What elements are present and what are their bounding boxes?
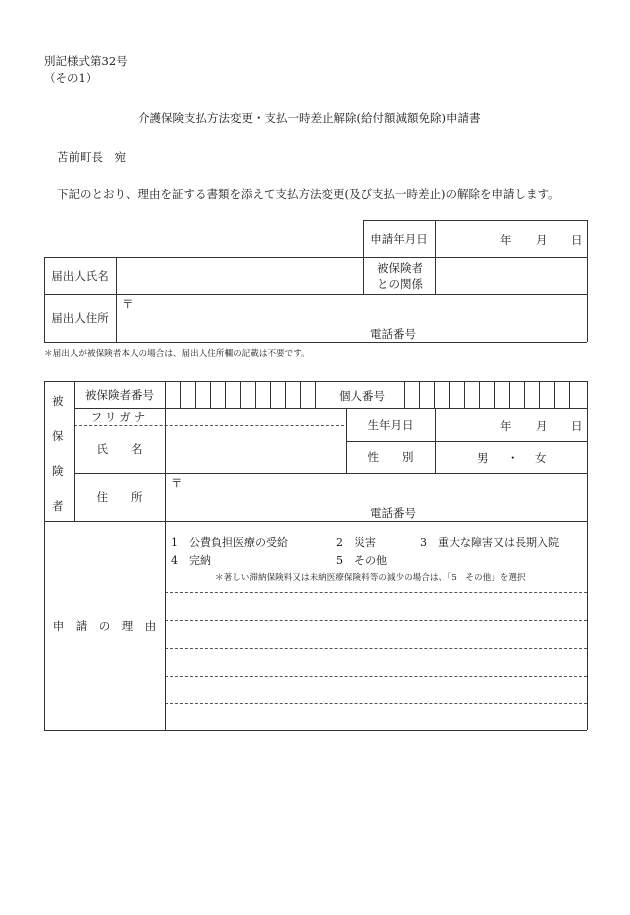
application-month-label: 月 [536,233,548,247]
reason-detail-field[interactable] [166,585,586,729]
birth-day-label: 日 [571,419,583,433]
applicant-phone-label: 電話番号 [370,327,416,341]
insured-address-label: 住 所 [96,490,143,504]
insured-number-label: 被保険者番号 [85,387,154,402]
sex-label: 性 別 [367,450,414,464]
addressee: 苫前町長 宛 [57,150,126,164]
personal-number-label-divider [404,381,405,408]
birth-date-label: 生年月日 [367,417,414,432]
applicant-name-field[interactable] [117,258,362,293]
application-year-label: 年 [500,233,512,247]
applicant-name-label: 届出人氏名 [51,268,109,283]
furigana-label: フリガナ [90,409,149,424]
relation-label-line2: との関係 [377,277,423,291]
personal-number-label: 個人番号 [339,389,385,403]
reason-option-3[interactable]: 3 重大な障害又は長期入院 [420,536,559,549]
page-title: 介護保険支払方法変更・支払一時差止解除(給付額減額免除)申請書 [138,111,481,125]
relation-field[interactable] [436,258,586,293]
insured-name-label: 氏 名 [96,442,143,456]
form-sub: （その1） [44,71,98,85]
birth-year-label: 年 [500,419,512,433]
application-date-label: 申請年月日 [370,231,428,246]
sex-female-option[interactable]: 女 [535,451,547,465]
applicant-note: ＊届出人が被保険者本人の場合は、届出人住所欄の記載は不要です。 [44,349,310,359]
reason-label: 申 請 の 理 由 [52,618,157,633]
insured-postal-mark: 〒 [171,476,183,490]
reason-note: ＊著しい滞納保険料又は未納医療保険料等の減少の場合は、「5 その他」を選択 [215,573,526,583]
insured-side-label-3: 険 [52,464,64,478]
insured-name-field[interactable] [166,426,345,472]
applicant-postal-mark: 〒 [122,297,134,311]
applicant-address-field[interactable] [117,295,586,341]
insured-phone-label: 電話番号 [370,506,416,520]
furigana-field[interactable] [166,409,345,424]
intro-text: 下記のとおり、理由を証する書類を添えて支払方法変更(及び支払一時差止)の解除を申請します。 [57,187,560,201]
sex-separator: ・ [507,451,519,465]
insured-side-label-1: 被 [52,394,64,408]
form-id: 別記様式第32号 [44,54,128,68]
relation-label-line1: 被保険者 [377,261,423,275]
birth-month-label: 月 [536,419,548,433]
reason-option-5[interactable]: 5 その他 [336,554,387,567]
reason-option-1[interactable]: 1 公費負担医療の受給 [171,536,288,549]
applicant-address-label: 届出人住所 [51,311,109,325]
insured-side-label-4: 者 [52,499,64,513]
reason-option-4[interactable]: 4 完納 [171,554,211,567]
application-day-label: 日 [571,233,583,247]
reason-option-2[interactable]: 2 災害 [336,536,376,549]
insured-side-label-2: 保 [52,429,64,443]
sex-male-option[interactable]: 男 [477,451,489,465]
